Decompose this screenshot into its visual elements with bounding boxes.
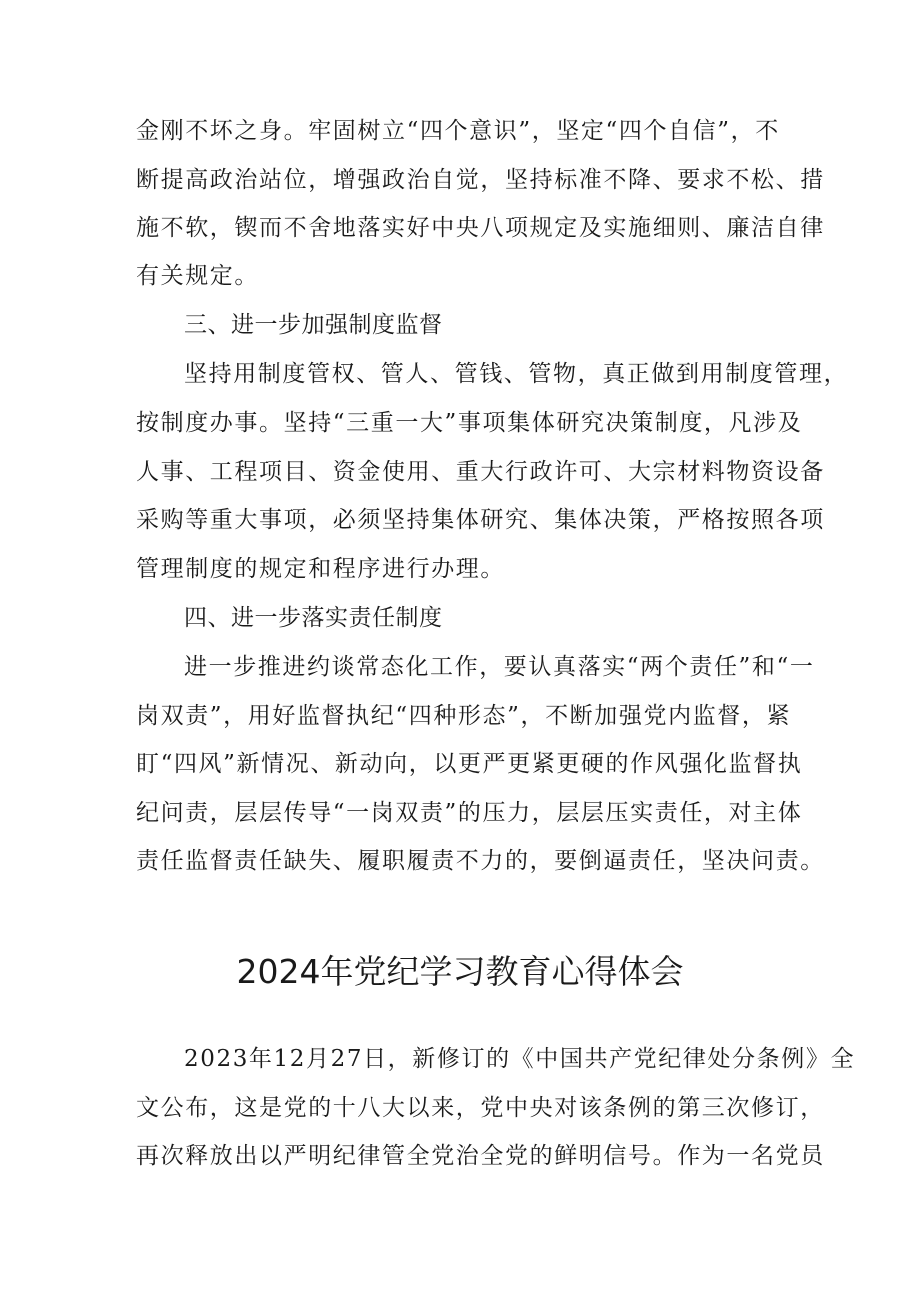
- paragraph-line: 盯“四风”新情况、新动向，以更严更紧更硬的作风强化监督执: [136, 751, 803, 777]
- paragraph-line: 岗双责”，用好监督执纪“四种形态”，不断加强党内监督，紧: [136, 703, 792, 729]
- paragraph-line: 管理制度的规定和程序进行办理。: [136, 556, 505, 582]
- section-heading-3: 三、进一步加强制度监督: [184, 312, 443, 338]
- paragraph-line: 再次释放出以严明纪律管全党治全党的鲜明信号。作为一名党员: [136, 1143, 825, 1169]
- paragraph-line: 文公布，这是党的十八大以来，党中央对该条例的第三次修订，: [136, 1095, 825, 1121]
- paragraph-line: 有关规定。: [136, 263, 259, 289]
- paragraph-line: 进一步推进约谈常态化工作，要认真落实“两个责任”和“一: [184, 654, 815, 680]
- paragraph-line: 采购等重大事项，必须坚持集体研究、集体决策，严格按照各项: [136, 507, 825, 533]
- paragraph-line: 金刚不坏之身。牢固树立“四个意识”，坚定“四个自信”，不: [136, 118, 780, 144]
- paragraph-line: 纪问责，层层传导“一岗双责”的压力，层层压实责任，对主体: [136, 800, 803, 826]
- paragraph-line: 2023年12月27日，新修订的《中国共产党纪律处分条例》全: [184, 1046, 856, 1072]
- section-heading-4: 四、进一步落实责任制度: [184, 605, 443, 631]
- article-title: 2024年党纪学习教育心得体会: [236, 952, 684, 991]
- paragraph-line: 按制度办事。坚持“三重一大”事项集体研究决策制度，凡涉及: [136, 410, 803, 436]
- paragraph-line: 坚持用制度管权、管人、管钱、管物，真正做到用制度管理，: [184, 361, 849, 387]
- paragraph-line: 施不软，锲而不舍地落实好中央八项规定及实施细则、廉洁自律: [136, 215, 825, 241]
- paragraph-line: 断提高政治站位，增强政治自觉，坚持标准不降、要求不松、措: [136, 167, 825, 193]
- paragraph-line: 责任监督责任缺失、履职履责不力的，要倒逼责任，坚决问责。: [136, 848, 825, 874]
- paragraph-line: 人事、工程项目、资金使用、重大行政许可、大宗材料物资设备: [136, 459, 825, 485]
